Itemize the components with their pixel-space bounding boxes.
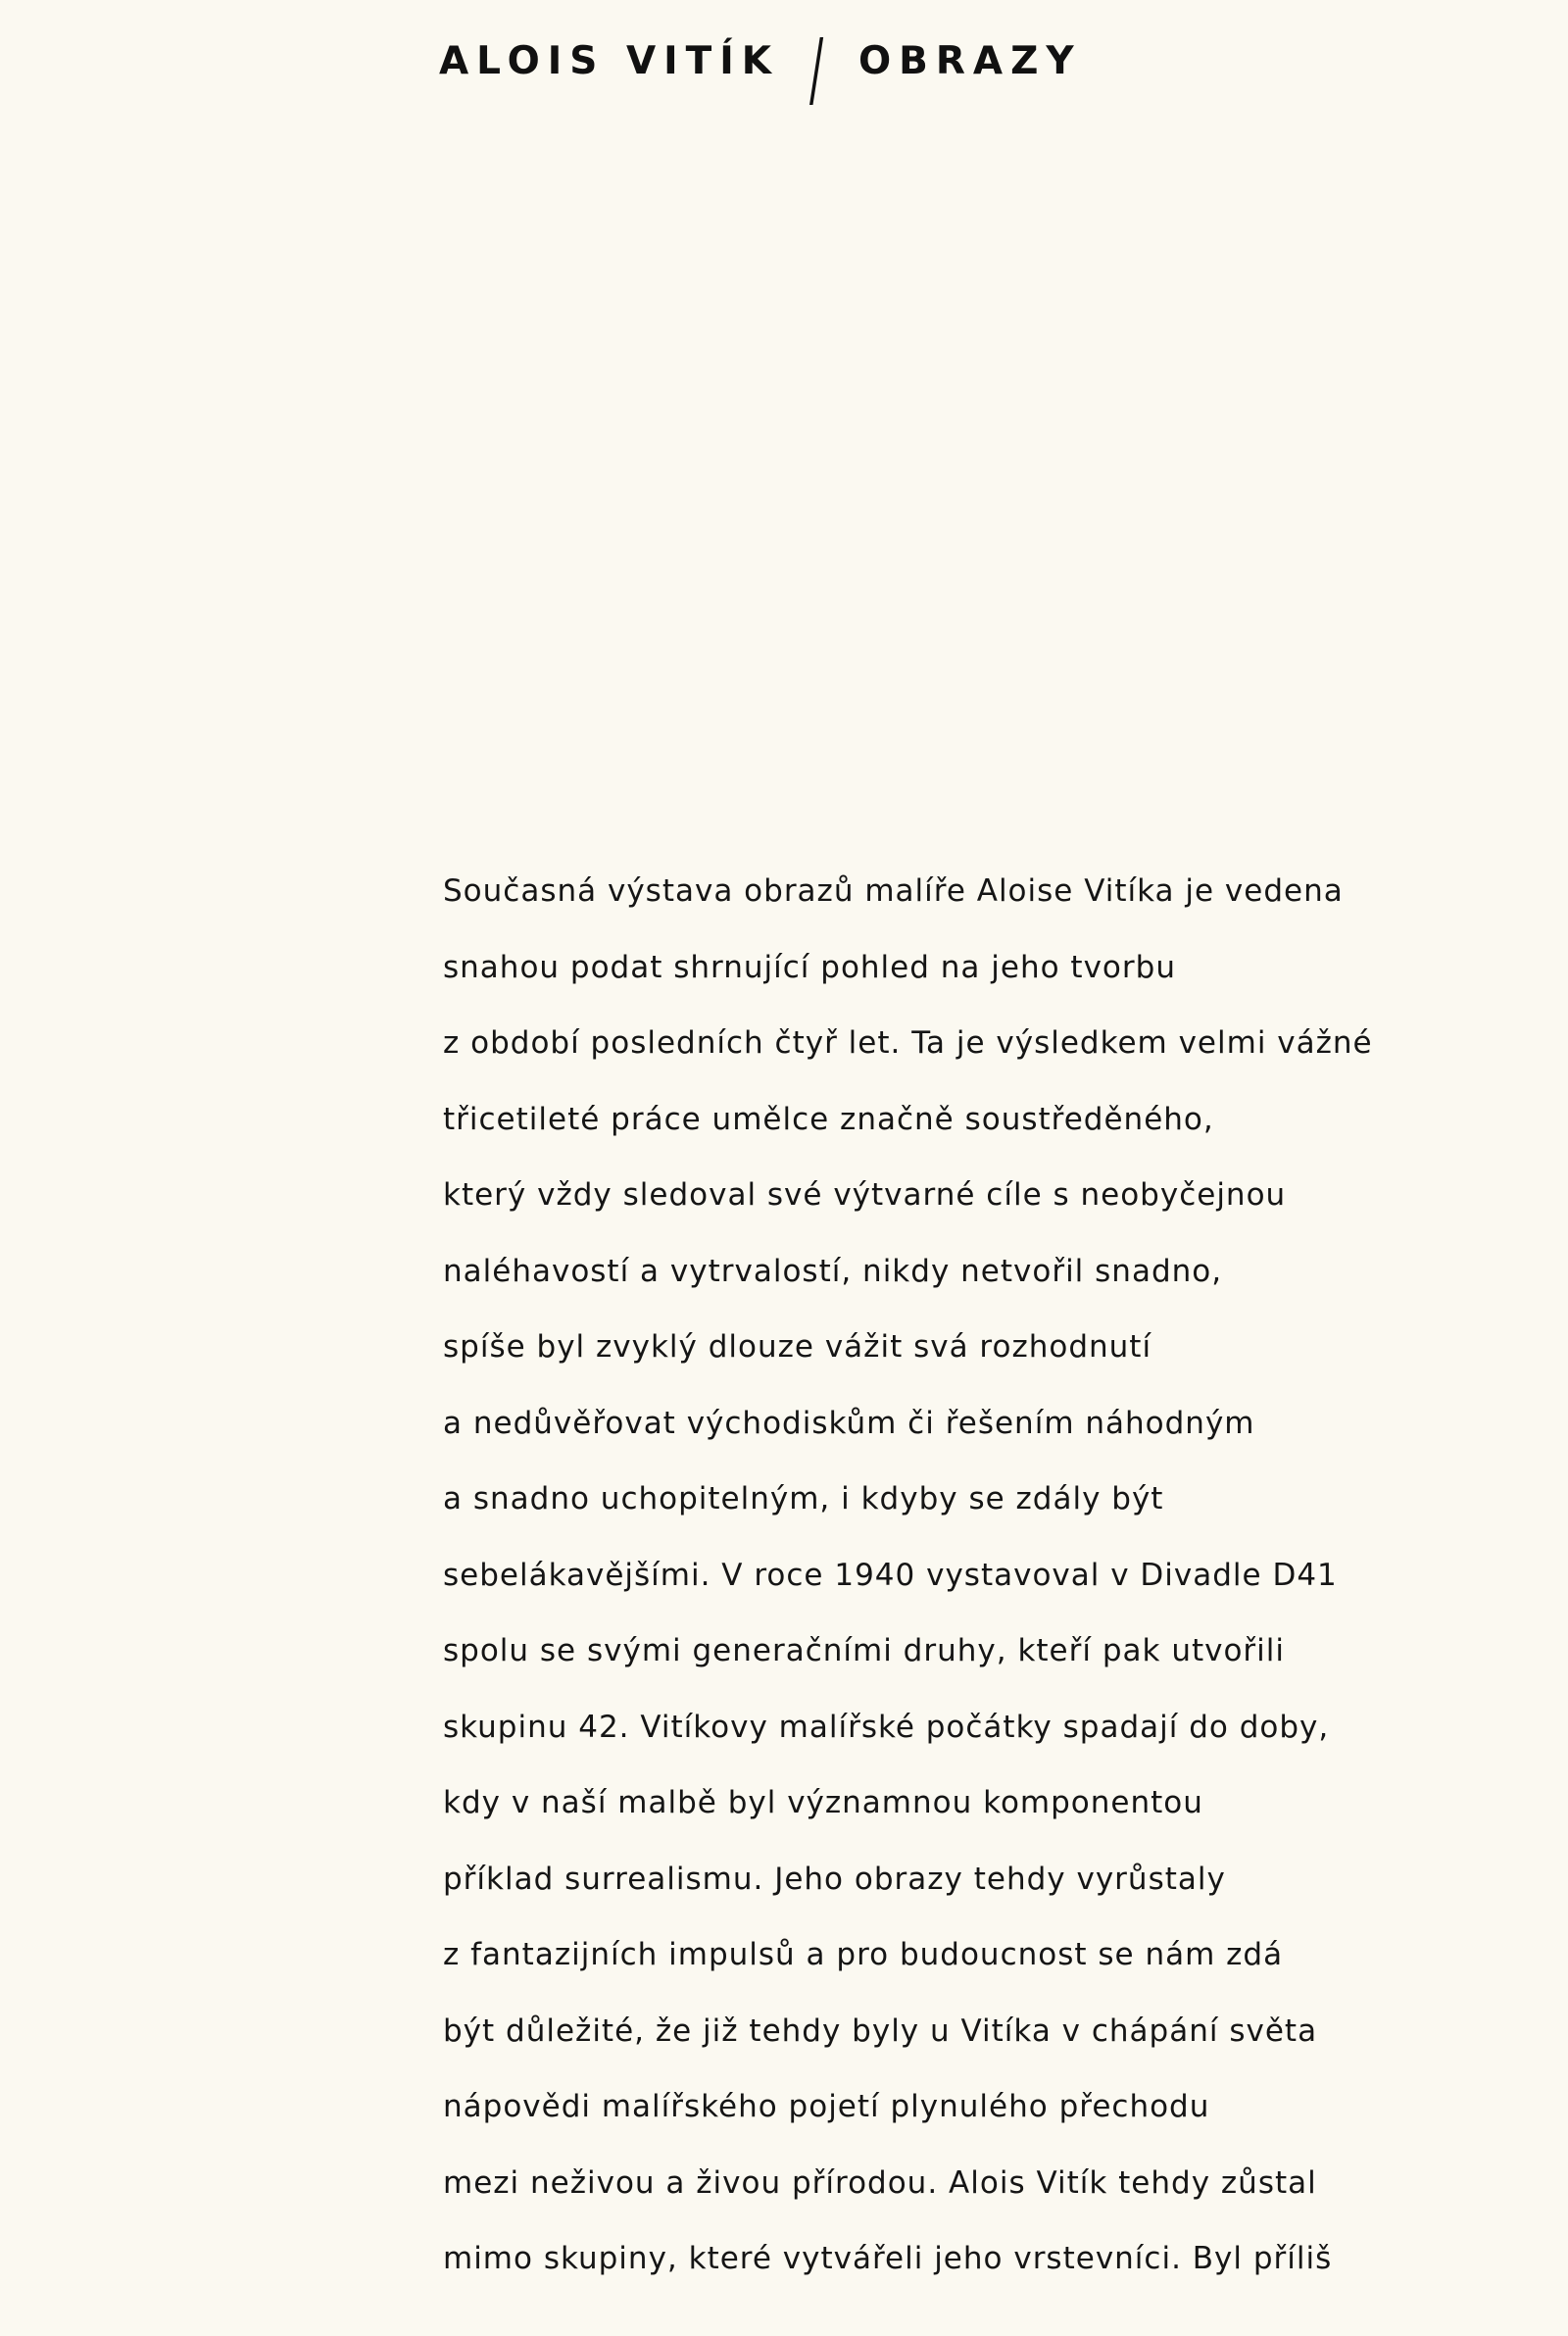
text-line: který vždy sledoval své výtvarné cíle s neobyčejnou — [443, 1177, 1287, 1213]
text-line: mezi neživou a živou přírodou. Alois Vitík tehdy zůstal — [443, 2164, 1317, 2201]
body-paragraph — [443, 861, 1501, 2305]
text-line: mimo skupiny, které vytvářeli jeho vrstevníci. Byl příliš — [443, 2241, 1333, 2276]
author-name: ALOIS VITÍK — [439, 39, 780, 83]
text-line: spolu se svými generačními druhy, kteří pak utvořili — [443, 1633, 1286, 1668]
text-line: a snadno uchopitelným, i kdyby se zdály být — [443, 1481, 1164, 1516]
header-separator: / — [809, 21, 824, 117]
text-line: nápovědi malířského pojetí plynulého přechodu — [443, 2089, 1210, 2124]
text-line: příklad surrealismu. Jeho obrazy tehdy vyrůstaly — [443, 1861, 1226, 1897]
page-title: OBRAZY — [858, 39, 1082, 83]
text-line: z období posledních čtyř let. Ta je výsledkem velmi vážné — [443, 1025, 1373, 1061]
text-line: z fantazijních impulsů a pro budoucnost se nám zdá — [443, 1937, 1284, 1972]
text-line: snahou podat shrnující pohled na jeho tvorbu — [443, 949, 1176, 985]
text-line: skupinu 42. Vitíkovy malířské počátky spadají do doby, — [443, 1709, 1330, 1745]
text-line: sebelákavějšími. V roce 1940 vystavoval v Divadle D41 — [443, 1557, 1338, 1593]
text-line: být důležité, že již tehdy byly u Vitíka v chápání světa — [443, 2013, 1318, 2049]
text-line: a nedůvěřovat východiskům či řešením náhodným — [443, 1405, 1255, 1441]
text-line: třicetileté práce umělce značně soustředěného, — [443, 1101, 1214, 1137]
text-line: kdy v naší malbě byl významnou komponentou — [443, 1785, 1203, 1820]
text-line: Současná výstava obrazů malíře Aloise Vitíka je vedena — [443, 873, 1344, 909]
text-line: spíše byl zvyklý dlouze vážit svá rozhodnutí — [443, 1329, 1152, 1365]
text-line: naléhavostí a vytrvalostí, nikdy netvořil snadno, — [443, 1253, 1223, 1289]
